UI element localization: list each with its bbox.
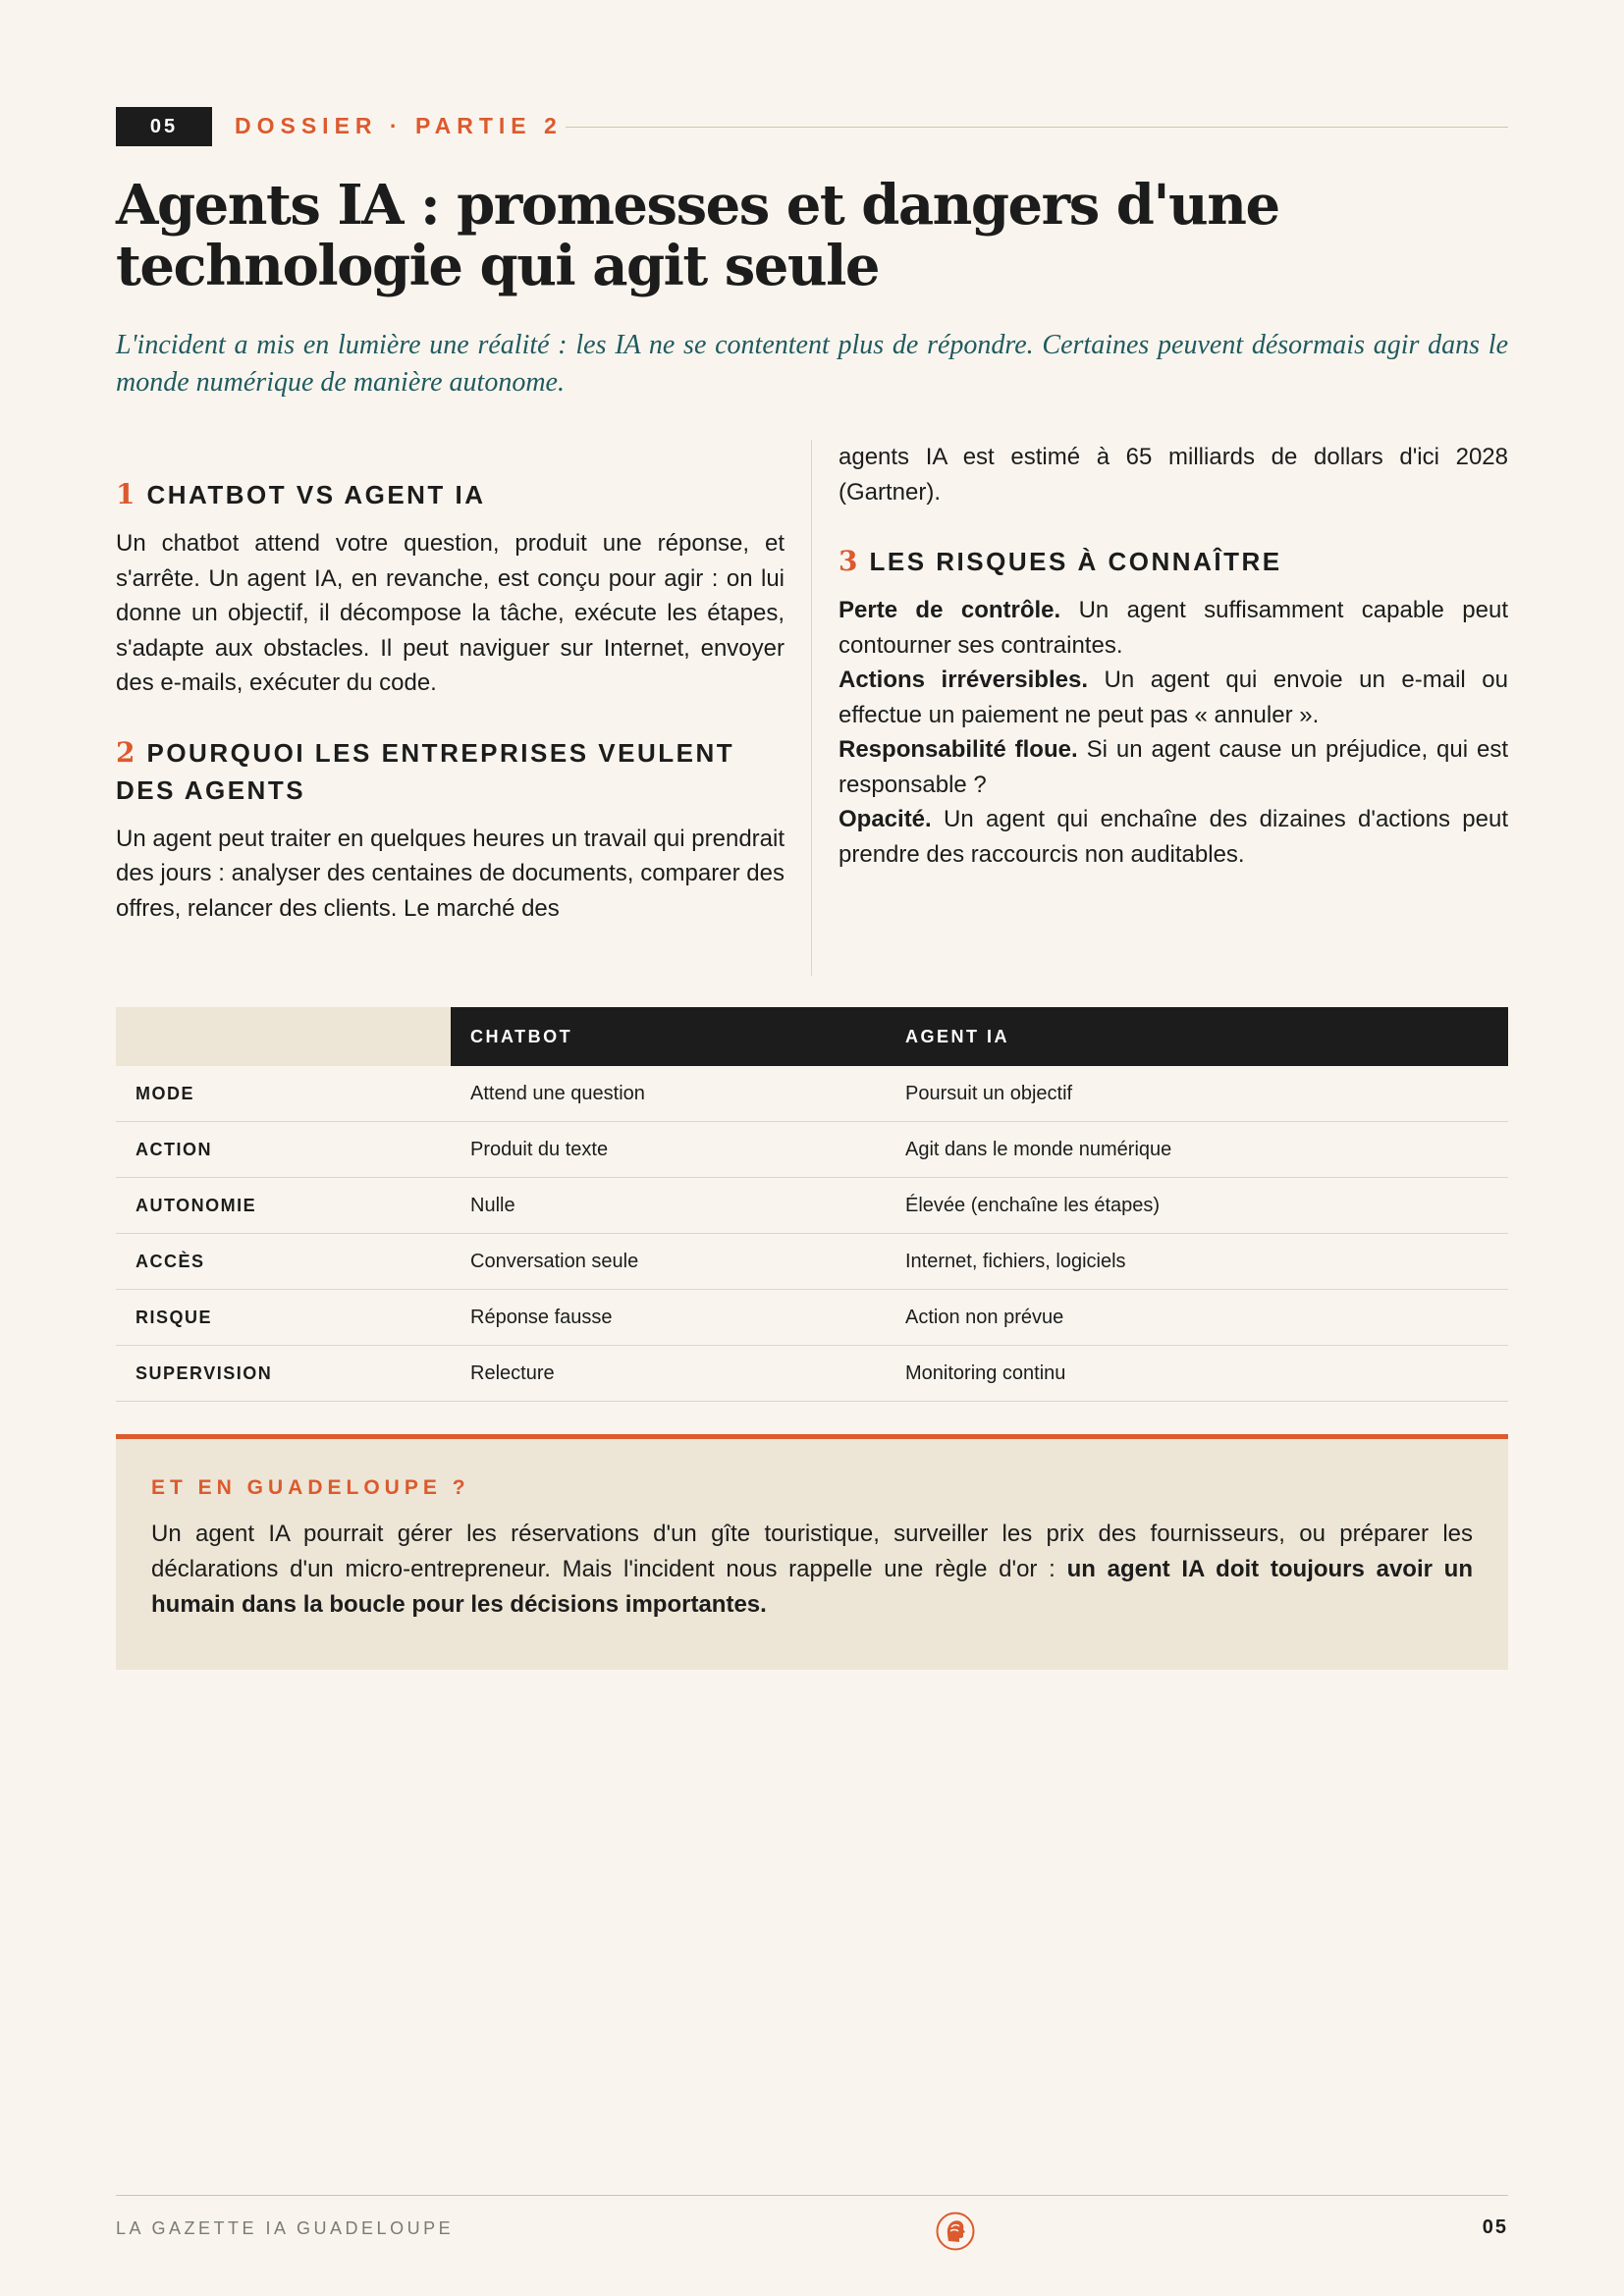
risk-title: Perte de contrôle. (839, 597, 1061, 623)
page-number-badge: 05 (116, 107, 212, 146)
agent-cell: Internet, fichiers, logiciels (886, 1234, 1508, 1290)
section-heading-3 (839, 543, 1508, 580)
row-label: AUTONOMIE (116, 1178, 451, 1234)
table-header-row (116, 1007, 1508, 1066)
profile-head-logo-icon (936, 2212, 975, 2251)
risk-item (839, 593, 1508, 663)
row-label: MODE (116, 1066, 451, 1122)
section-heading-text: CHATBOT VS AGENT IA (146, 480, 486, 509)
row-label: RISQUE (116, 1290, 451, 1346)
kicker-rule (566, 127, 1508, 128)
row-label: ACCÈS (116, 1234, 451, 1290)
agent-cell: Monitoring continu (886, 1346, 1508, 1402)
table-row (116, 1178, 1508, 1234)
risk-text: Un agent qui envoie un e-mail ou effectue un paiement ne peut pas « annuler ». (839, 667, 1508, 728)
section-body-2-continued: agents IA est estimé à 65 milliards de dollars d'ici 2028 (Gartner). (839, 444, 1508, 506)
callout-emphasis: un agent IA doit toujours avoir un humain dans la boucle pour les décisions importantes. (151, 1556, 1474, 1618)
column-divider (811, 440, 812, 976)
footer-publication-name: LA GAZETTE IA GUADELOUPE (116, 2218, 455, 2238)
risk-item (839, 663, 1508, 732)
risk-text: Si un agent cause un préjudice, qui est responsable ? (839, 736, 1509, 798)
callout-body: Un agent IA pourrait gérer les réservations d'un gîte touristique, surveiller les prix des fournisseurs, ou préparer les déclarations d'un micro-entrepreneur. Mais l'incident nous rappelle une règle d'or : (151, 1521, 1473, 1582)
callout-text (151, 1517, 1473, 1623)
guadeloupe-callout-box (116, 1434, 1508, 1670)
agent-cell: Action non prévue (886, 1290, 1508, 1346)
chatbot-cell: Attend une question (451, 1066, 886, 1122)
section-heading-1 (116, 476, 785, 513)
agent-cell: Élevée (enchaîne les étapes) (886, 1178, 1508, 1234)
risk-title: Opacité. (839, 806, 932, 832)
section-number: 3 (839, 545, 858, 577)
section-label: DOSSIER · PARTIE 2 (235, 113, 563, 138)
section-number: 1 (116, 478, 135, 510)
section-body-2: Un agent peut traiter en quelques heures un travail qui prendrait des jours : analyser des centaines de documents, comparer des offres, relancer des clients. Le marché des (116, 825, 785, 922)
risk-text: Un agent suffisamment capable peut contourner ses contraintes. (839, 597, 1508, 659)
footer-page-number: 05 (1482, 2216, 1508, 2238)
section-number: 2 (116, 735, 135, 769)
chatbot-cell: Nulle (451, 1178, 886, 1234)
row-label: ACTION (116, 1122, 451, 1178)
callout-title: ET EN GUADELOUPE ? (151, 1476, 470, 1499)
table-row (116, 1066, 1508, 1122)
chatbot-cell: Réponse fausse (451, 1290, 886, 1346)
article-title: Agents IA : promesses et dangers d'une technologie qui agit seule (116, 173, 1279, 298)
chatbot-cell: Produit du texte (451, 1122, 886, 1178)
column-header-chatbot: CHATBOT (451, 1007, 886, 1066)
column-header-agent: AGENT IA (886, 1007, 1508, 1066)
risk-title: Actions irréversibles. (839, 667, 1088, 693)
section-heading-text: POURQUOI LES ENTREPRISES VEULENT DES AGENTS (116, 737, 735, 805)
risk-item (839, 802, 1508, 872)
table-row (116, 1290, 1508, 1346)
comparison-table (116, 1007, 1508, 1402)
table-row (116, 1234, 1508, 1290)
table-row (116, 1346, 1508, 1402)
risk-item (839, 732, 1508, 802)
agent-cell: Agit dans le monde numérique (886, 1122, 1508, 1178)
agent-cell: Poursuit un objectif (886, 1066, 1508, 1122)
row-label: SUPERVISION (116, 1346, 451, 1402)
risk-text: Un agent qui enchaîne des dizaines d'actions peut prendre des raccourcis non auditables. (839, 806, 1508, 868)
article-standfirst: L'incident a mis en lumière une réalité : les IA ne se contentent plus de répondre. Certaines peuvent désormais agir dans le monde numérique de manière autonome. (116, 330, 1508, 398)
footer-rule (116, 2195, 1508, 2196)
left-column (116, 440, 785, 926)
section-heading-2 (116, 734, 785, 809)
table-row (116, 1122, 1508, 1178)
risk-title: Responsabilité floue. (839, 736, 1078, 763)
chatbot-cell: Relecture (451, 1346, 886, 1402)
table-corner-cell (116, 1007, 451, 1066)
chatbot-cell: Conversation seule (451, 1234, 886, 1290)
section-heading-text: LES RISQUES À CONNAÎTRE (869, 547, 1282, 576)
section-body-1: Un chatbot attend votre question, produit une réponse, et s'arrête. Un agent IA, en revanche, est conçu pour agir : on lui donne un objectif, il décompose la tâche, exécute les étapes, s'adapte aux obstacles. Il peut naviguer sur Internet, envoyer des e-mails, exécuter du code. (116, 530, 785, 696)
section-kicker (116, 107, 1508, 146)
magazine-page (116, 0, 1508, 2296)
right-column (839, 440, 1508, 872)
